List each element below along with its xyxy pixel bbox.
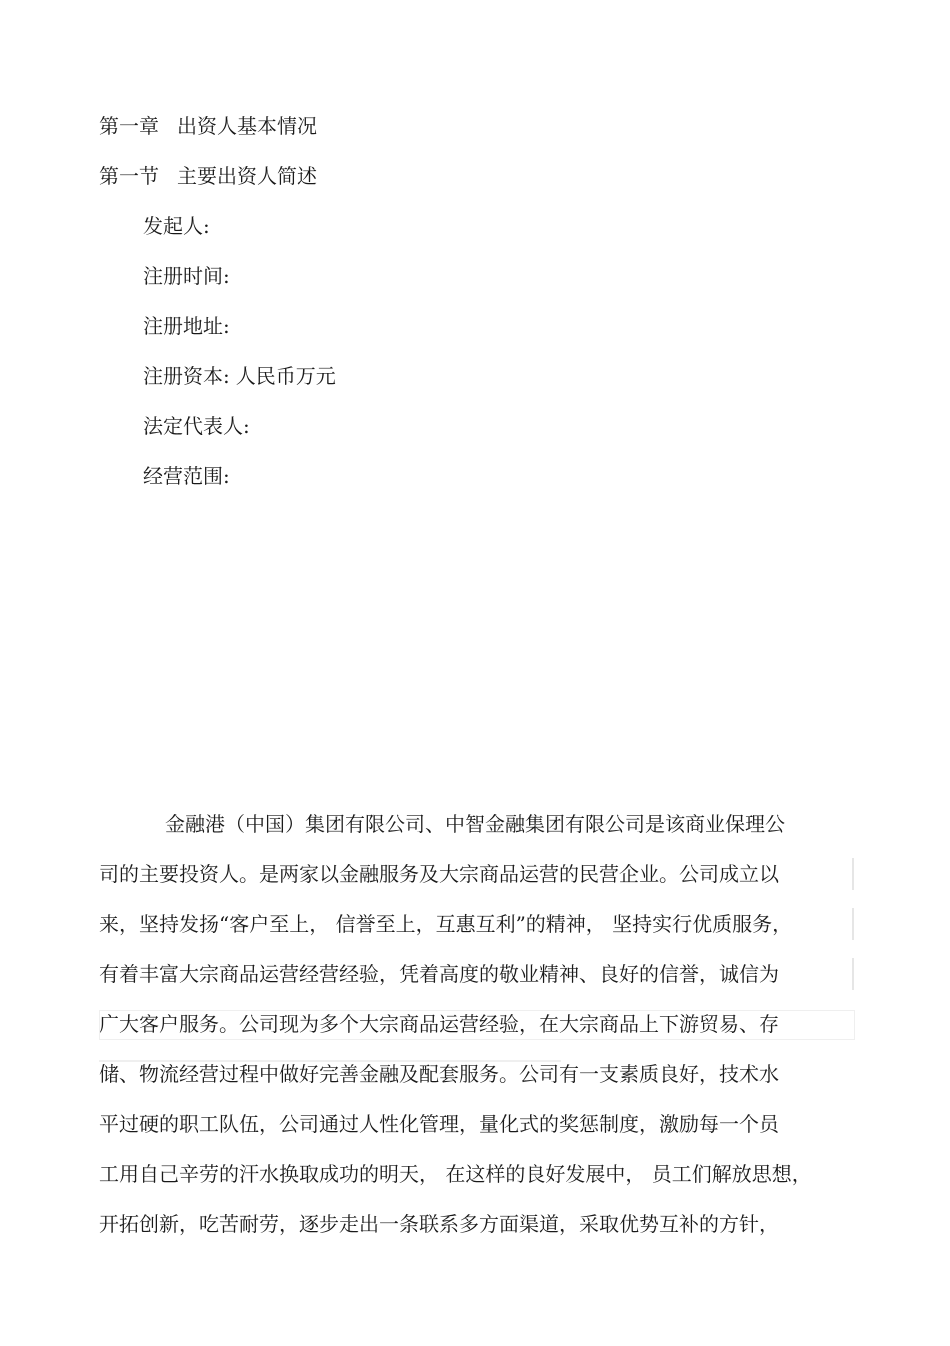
- paragraph-line: 广大客户服务。公司现为多个大宗商品运营经验，在大宗商品上下游贸易、存: [99, 1012, 779, 1036]
- scan-artifact: [852, 958, 854, 990]
- paragraph-line: 平过硬的职工队伍，公司通过人性化管理，量化式的奖惩制度，激励每一个员: [99, 1112, 779, 1136]
- field-registration-address: [143, 314, 230, 338]
- paragraph-line: 工用自己辛劳的汗水换取成功的明天， 在这样的良好发展中， 员工们解放思想，: [99, 1162, 812, 1186]
- paragraph-line: 司的主要投资人。是两家以金融服务及大宗商品运营的民营企业。公司成立以: [99, 862, 779, 886]
- paragraph-line: 有着丰富大宗商品运营经营经验，凭着高度的敬业精神、良好的信誉，诚信为: [99, 962, 779, 986]
- chapter-heading: [99, 114, 317, 138]
- field-registered-capital: [143, 364, 336, 388]
- field-label: 注册地址:: [143, 314, 230, 338]
- field-legal-representative: [143, 414, 250, 438]
- chapter-title: 出资人基本情况: [177, 114, 317, 138]
- paragraph-line: 来，坚持发扬“客户至上， 信誉至上，互惠互利”的精神， 坚持实行优质服务，: [99, 912, 793, 936]
- scan-artifact: [99, 1010, 855, 1040]
- section-title: 主要出资人简述: [177, 164, 317, 188]
- scan-artifact: [852, 908, 854, 940]
- scan-artifact: [99, 1060, 561, 1062]
- scan-artifact: [852, 858, 854, 890]
- section-number: 第一节: [99, 164, 159, 188]
- field-label: 注册资本:: [143, 364, 230, 388]
- field-label: 经营范围:: [143, 464, 230, 488]
- field-value: 人民币万元: [235, 364, 336, 388]
- field-label: 发起人:: [143, 214, 210, 238]
- field-business-scope: [143, 464, 230, 488]
- chapter-number: 第一章: [99, 114, 159, 138]
- paragraph-line: 金融港（中国）集团有限公司、中智金融集团有限公司是该商业保理公: [165, 812, 785, 836]
- paragraph-line: 开拓创新，吃苦耐劳，逐步走出一条联系多方面渠道，采取优势互补的方针，: [99, 1212, 779, 1236]
- field-label: 法定代表人:: [143, 414, 250, 438]
- paragraph-line: 储、物流经营过程中做好完善金融及配套服务。公司有一支素质良好，技术水: [99, 1062, 779, 1086]
- field-registration-time: [143, 264, 230, 288]
- field-label: 注册时间:: [143, 264, 230, 288]
- section-heading: [99, 164, 317, 188]
- field-sponsor: [143, 214, 210, 238]
